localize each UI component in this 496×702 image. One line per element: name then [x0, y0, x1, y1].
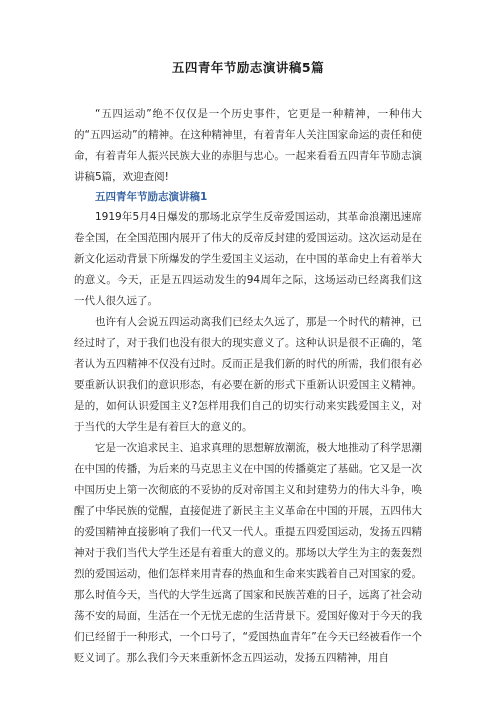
body-paragraph-2: 也许有人会说五四运动离我们已经太久远了，那是一个时代的精神，已经过时了，对于我们也没有很大的现实意义了。这种认识是很不正确的，笔者认为五四精神不仅没有过时。反而正是我们新的时代的所需，我们很有必要重新认识我们的意识形态，有必要在新的形式下重新认识爱国主义精神。是的，如何认识爱国主义?怎样用我们自己的切实行动来实践爱国主义，对于当代的大学生是有着巨大的意义的。 — [74, 316, 422, 433]
body-paragraph-1: 1919年5月4日爆发的那场北京学生反帝爱国运动，其革命浪潮迅速席卷全国，在全国范围内展开了伟大的反帝反封建的爱国运动。这次运动是在新文化运动背景下所爆发的学生爱国主义运动，在中国的革命史上有着举大的意义。今天，正是五四运动发生的94周年之际，这场运动已经离我们这一代人很久远了。 — [74, 211, 422, 307]
section-heading: 五四青年节励志演讲稿1 — [95, 191, 208, 203]
document-title: 五四青年节励志演讲稿5篇 — [171, 60, 325, 75]
body-paragraph-3: 它是一次追求民主、追求真理的思想解放潮流，极大地推动了科学思潮在中国的传播，为后来的马克思主义在中国的传播奠定了基础。它又是一次中国历史上第一次彻底的不妥协的反对帝国主义和封建势力的伟大斗争，唤醒了中华民族的觉醒，直接促进了新民主主义革命在中国的开展，五四伟大的爱国精神直接影响了我们一代又一代人。重提五四爱国运动，发扬五四精神对于我们当代大学生还是有着重大的意义的。那场以大学生为主的轰轰烈烈的爱国运动，他们怎样来用青春的热血和生命来实践着自己对国家的爱。那么时值今天，当代的大学生远离了国家和民族苦难的日子，远离了社会动荡不安的局面，生活在一个无忧无虑的生活背景下。爱国好像对于今天的我们已经留于一种形式，一个口号了，“爱国热血青年”在今天已经被看作一个贬义词了。那么我们今天来重新怀念五四运动，发扬五四精神，用自 — [74, 442, 422, 664]
intro-paragraph: “五四运动”绝不仅仅是一个历史事件，它更是一种精神，一种伟大的“五四运动”的精神。在这种精神里，有着青年人关注国家命运的责任和使命，有着青年人振兴民族大业的赤胆与忠心。一起来看看五四青年节励志演讲稿5篇，欢迎查阅! — [74, 108, 422, 183]
